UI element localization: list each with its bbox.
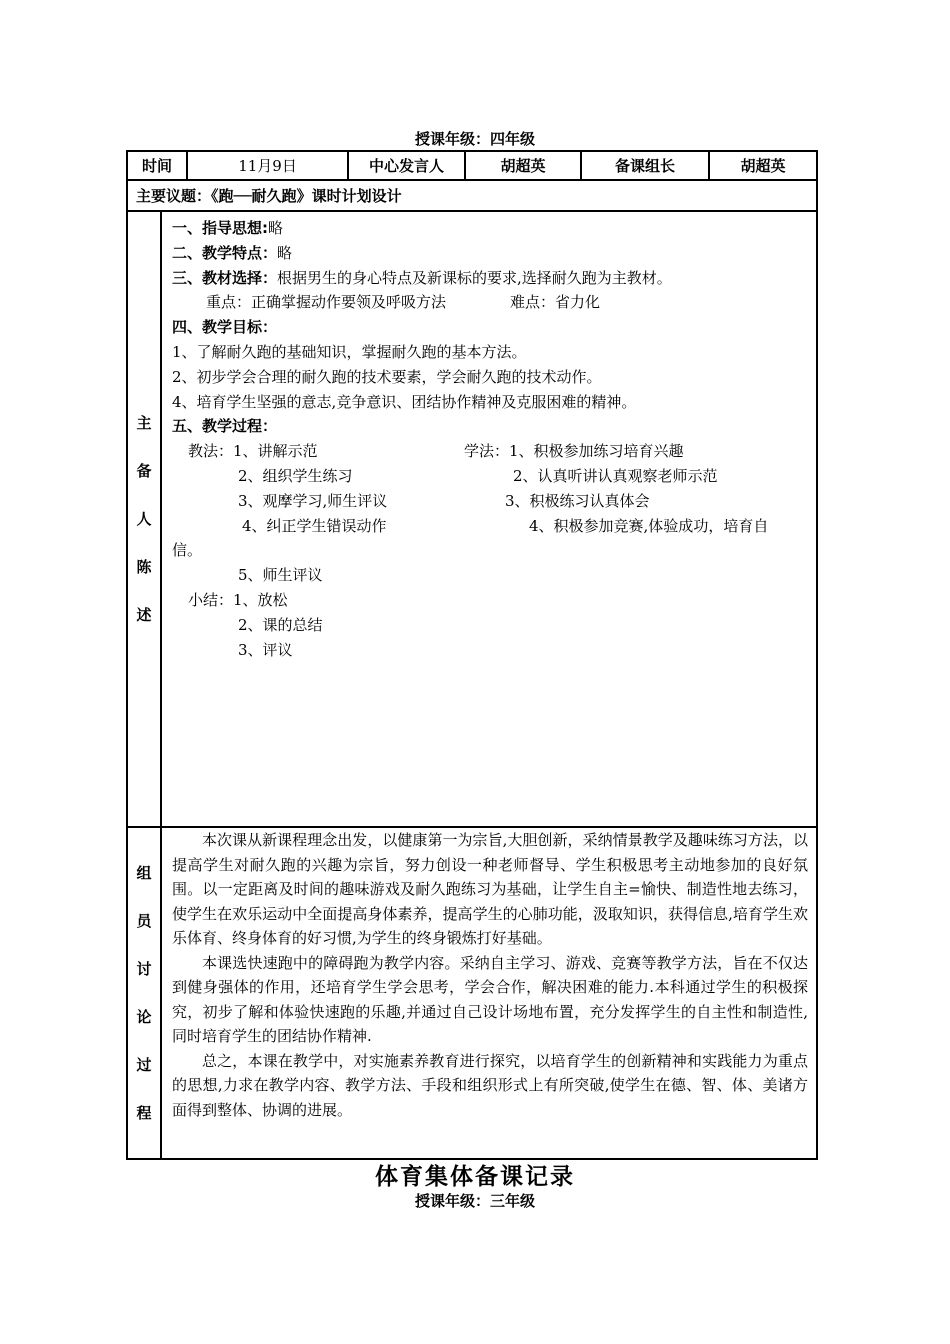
goal-item: 4、培育学生坚强的意志,竞争意识、团结协作精神及克服困难的精神。 xyxy=(172,392,637,411)
header-row xyxy=(127,151,817,180)
focus-difficulty: 重点：正确掌握动作要领及呼吸方法 难点：省力化 xyxy=(206,293,601,312)
topic-row xyxy=(127,180,817,211)
teaching-features: 二、教学特点：略 xyxy=(172,243,293,262)
process-heading: 五、教学过程： xyxy=(172,417,278,436)
speaker-value: 胡超英 xyxy=(465,151,581,180)
method-row: 3、观摩学习,师生评议 3、积极练习认真体会 xyxy=(238,491,650,510)
summary-row: 2、课的总结 xyxy=(238,615,323,634)
grade-heading-top: 授课年级：四年级 xyxy=(414,130,535,148)
method-row: 教法：1、讲解示范 学法：1、积极参加练习培育兴趣 xyxy=(188,442,684,461)
lesson-plan-table xyxy=(126,150,818,1160)
method-row-cont: 信。 xyxy=(172,541,203,560)
main-statement-row xyxy=(127,211,817,827)
discussion-row xyxy=(127,827,817,1159)
goal-item: 2、初步学会合理的耐久跑的技术要素，学会耐久跑的技术动作。 xyxy=(172,367,602,386)
speaker-label: 中心发言人 xyxy=(348,151,465,180)
leader-value: 胡超英 xyxy=(709,151,817,180)
leader-label: 备课组长 xyxy=(581,151,709,180)
grade-heading-bottom: 授课年级：三年级 xyxy=(414,1192,535,1210)
main-statement-label: 主 备 人 陈 述 xyxy=(127,211,161,827)
goals-heading: 四、教学目标： xyxy=(172,318,278,337)
guiding-thought: 一、指导思想:略 xyxy=(172,219,284,237)
summary-row: 3、评议 xyxy=(238,640,293,659)
discussion-paragraph: 本课选快速跑中的障碍跑为教学内容。采纳自主学习、游戏、竞赛等教学方法，旨在不仅达到健身强体的作用，还培育学生学会思考，学会合作，解决困难的能力.本科通过学生的积极探究，初步了解和体验快速跑的乐趣,并通过自己设计场地布置，充分发挥学生的自主性和制造性,同时培育学生的团结协作精神. xyxy=(172,953,809,1045)
time-value: 11月9日 xyxy=(187,151,348,180)
main-statement-content xyxy=(161,211,817,827)
material-choice: 三、教材选择：根据男生的身心特点及新课标的要求,选择耐久跑为主教材。 xyxy=(172,268,672,287)
method-row: 4、纠正学生错误动作 4、积极参加竞赛,体验成功，培育自 xyxy=(242,516,769,535)
discussion-content xyxy=(161,827,817,1159)
summary-row: 小结：1、放松 xyxy=(188,590,288,609)
discussion-paragraph: 本次课从新课程理念出发，以健康第一为宗旨,大胆创新，采纳情景教学及趣味练习方法，以提高学生对耐久跑的兴趣为宗旨，努力创设一种老师督导、学生积极思考主动地参加的良好氛围。以一定距离及时间的趣味游戏及耐久跑练习为基础，让学生自主=愉快、制造性地去练习，使学生在欢乐运动中全面提高身体素养，提高学生的心肺功能，汲取知识，获得信息,培育学生欢乐体育、终身体育的好习惯,为学生的终身锻炼打好基础。 xyxy=(172,831,809,947)
document-title: 体育集体备课记录 xyxy=(375,1163,575,1190)
goal-item: 1、了解耐久跑的基础知识，掌握耐久跑的基本方法。 xyxy=(172,342,527,361)
method-row: 5、师生评议 xyxy=(238,566,323,585)
topic-text: 主要议题：《跑──耐久跑》课时计划设计 xyxy=(127,180,817,211)
method-row: 2、组织学生练习 2、认真听讲认真观察老师示范 xyxy=(238,466,718,485)
discussion-label: 组 员 讨 论 过 程 xyxy=(127,827,161,1159)
discussion-paragraph: 总之，本课在教学中，对实施素养教育进行探究，以培育学生的创新精神和实践能力为重点的思想,力求在教学内容、教学方法、手段和组织形式上有所突破,使学生在德、智、体、美诸方面得到整体、协调的进展。 xyxy=(172,1051,809,1119)
time-label: 时间 xyxy=(127,151,187,180)
